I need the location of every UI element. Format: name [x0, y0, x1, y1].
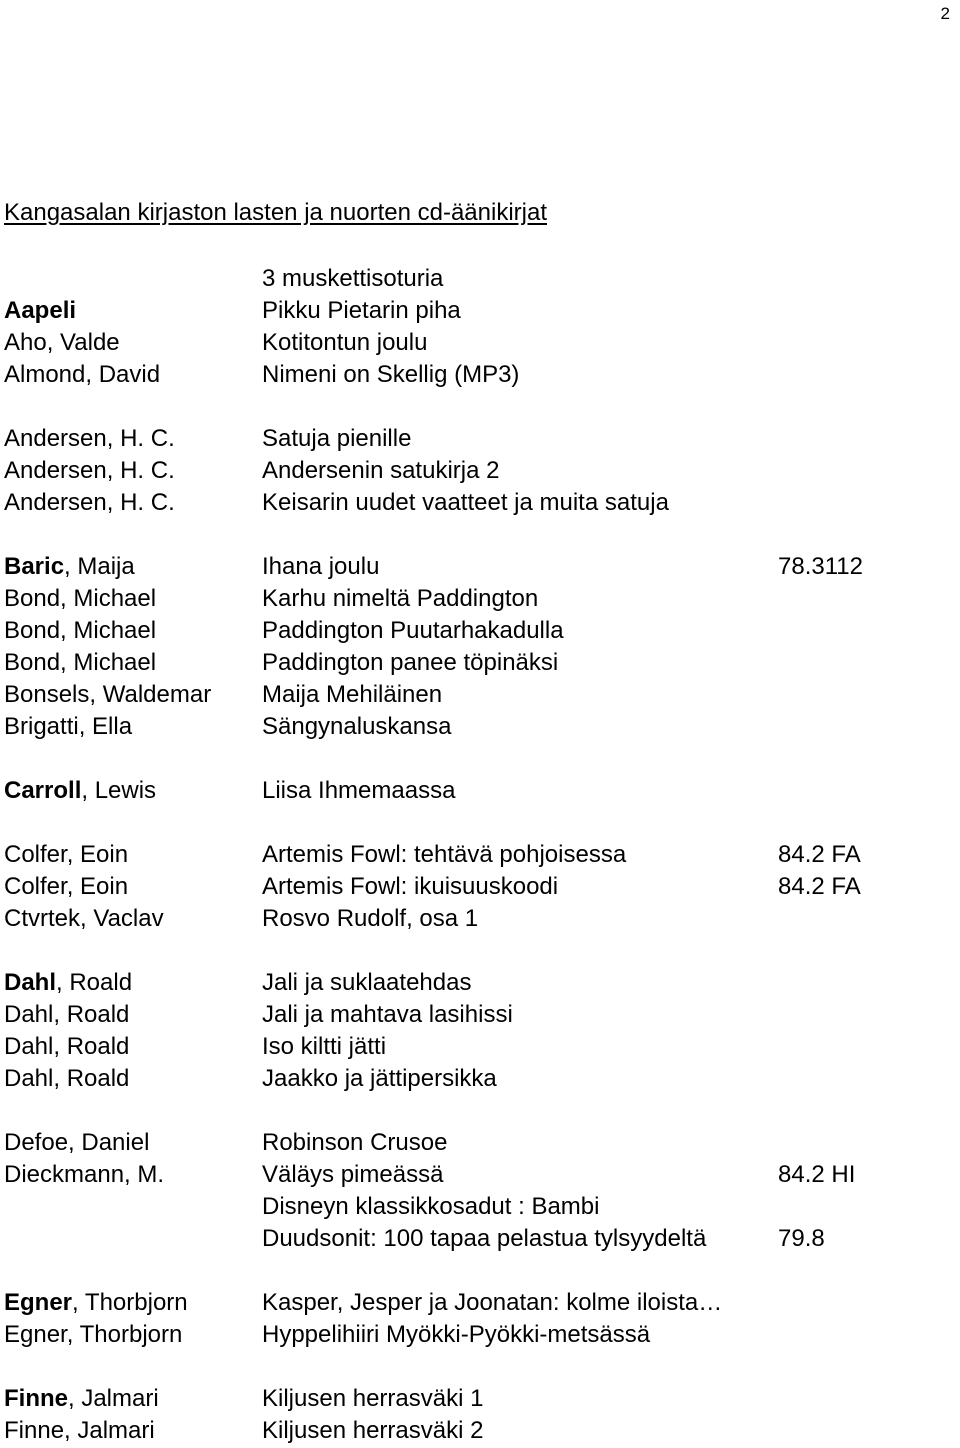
author-name-rest: , Lewis: [81, 777, 157, 804]
list-item: [4, 487, 954, 519]
author-name: [4, 1063, 129, 1095]
classification-code: 84.2 HI: [778, 1161, 856, 1188]
author-name-rest: Andersen, H. C.: [4, 425, 175, 452]
author-name-rest: Bonsels, Waldemar: [4, 681, 212, 708]
author-index-letter-bold: Egner: [4, 1289, 73, 1316]
author-index-letter-bold: Dahl: [4, 969, 57, 996]
list-item: [4, 295, 954, 327]
book-title: Sängynaluskansa: [262, 713, 452, 740]
author-name: [4, 1031, 129, 1063]
author-name: [4, 615, 156, 647]
author-name: [4, 711, 132, 743]
author-name: [4, 1415, 155, 1447]
author-name: [4, 1127, 149, 1159]
list-item: [4, 1063, 954, 1095]
author-name-rest: , Jalmari: [68, 1385, 159, 1412]
list-item: [4, 455, 954, 487]
list-item: [4, 1415, 954, 1447]
book-title: Liisa Ihmemaassa: [262, 777, 456, 804]
classification-code: 84.2 FA: [778, 841, 861, 868]
book-title: Jali ja suklaatehdas: [262, 969, 472, 996]
blank-row: [4, 519, 954, 551]
list-item: [4, 359, 954, 391]
author-name-rest: Bond, Michael: [4, 585, 157, 612]
author-name-rest: Andersen, H. C.: [4, 489, 175, 516]
book-title: Andersenin satukirja 2: [262, 457, 500, 484]
book-title: 3 muskettisoturia: [262, 265, 444, 292]
list-item: [4, 1159, 954, 1191]
list-item: [4, 1319, 954, 1351]
author-name: [4, 583, 156, 615]
book-title: Robinson Crusoe: [262, 1129, 448, 1156]
author-name: [4, 1287, 188, 1319]
author-name: [4, 455, 175, 487]
author-name-rest: Dahl, Roald: [4, 1033, 130, 1060]
list-item: [4, 263, 954, 295]
blank-row: [4, 1351, 954, 1383]
list-item: [4, 711, 954, 743]
author-name: [4, 967, 132, 999]
author-index-letter-bold: Carroll: [4, 777, 82, 804]
list-item: [4, 839, 954, 871]
author-name: [4, 1319, 182, 1351]
list-item: [4, 679, 954, 711]
blank-row: [4, 935, 954, 967]
list-item: [4, 583, 954, 615]
author-name: [4, 903, 164, 935]
author-name-rest: Almond, David: [4, 361, 161, 388]
author-name-rest: Dahl, Roald: [4, 1065, 130, 1092]
book-title: Paddington Puutarhakadulla: [262, 617, 564, 644]
book-title: Kotitontun joulu: [262, 329, 428, 356]
blank-row: [4, 1095, 954, 1127]
author-name-rest: , Maija: [64, 553, 135, 580]
book-title: Rosvo Rudolf, osa 1: [262, 905, 479, 932]
author-index-letter-bold: Aapeli: [4, 297, 77, 324]
author-name-rest: Colfer, Eoin: [4, 841, 129, 868]
book-title: Artemis Fowl: ikuisuuskoodi: [262, 873, 559, 900]
author-name: [4, 1159, 164, 1191]
author-name-rest: Dahl, Roald: [4, 1001, 130, 1028]
list-item: [4, 327, 954, 359]
author-name-rest: , Thorbjorn: [72, 1289, 188, 1316]
author-name-rest: Bond, Michael: [4, 649, 157, 676]
author-name: [4, 327, 120, 359]
author-name: [4, 359, 160, 391]
list-item: [4, 999, 954, 1031]
book-title: Iso kiltti jätti: [262, 1033, 387, 1060]
book-title: Disneyn klassikkosadut : Bambi: [262, 1193, 600, 1220]
author-name-rest: Aho, Valde: [4, 329, 120, 356]
list-item: [4, 1031, 954, 1063]
list-item: [4, 647, 954, 679]
list-item: [4, 423, 954, 455]
list-item: [4, 967, 954, 999]
author-name: [4, 839, 128, 871]
book-title: Pikku Pietarin piha: [262, 297, 461, 324]
audiobook-list: [4, 263, 954, 1447]
author-name-rest: , Roald: [56, 969, 133, 996]
author-name: [4, 999, 129, 1031]
author-name: [4, 423, 175, 455]
author-name: [4, 487, 175, 519]
book-title: Väläys pimeässä: [262, 1161, 444, 1188]
book-title: Duudsonit: 100 tapaa pelastua tylsyydeltä: [262, 1225, 707, 1252]
list-item: [4, 1223, 954, 1255]
list-item: [4, 1191, 954, 1223]
author-name-rest: Brigatti, Ella: [4, 713, 133, 740]
author-name-rest: Dieckmann, M.: [4, 1161, 165, 1188]
author-name: [4, 871, 128, 903]
author-name-rest: Colfer, Eoin: [4, 873, 129, 900]
blank-row: [4, 391, 954, 423]
book-title: Hyppelihiiri Myökki-Pyökki-metsässä: [262, 1321, 651, 1348]
blank-row: [4, 807, 954, 839]
list-item: [4, 871, 954, 903]
classification-code: 79.8: [778, 1225, 825, 1252]
author-name-rest: Ctvrtek, Vaclav: [4, 905, 164, 932]
book-title: Kasper, Jesper ja Joonatan: kolme iloista…: [262, 1289, 723, 1316]
book-title: Jali ja mahtava lasihissi: [262, 1001, 513, 1028]
list-item: [4, 1287, 954, 1319]
author-index-letter-bold: Finne: [4, 1385, 68, 1412]
book-title: Satuja pienille: [262, 425, 412, 452]
author-name: [4, 775, 156, 807]
author-name-rest: Egner, Thorbjorn: [4, 1321, 183, 1348]
list-item: [4, 551, 954, 583]
author-name: [4, 295, 76, 327]
book-title: Karhu nimeltä Paddington: [262, 585, 539, 612]
list-item: [4, 1383, 954, 1415]
blank-row: [4, 743, 954, 775]
author-name: [4, 679, 211, 711]
page-number: 2: [940, 4, 950, 23]
author-name: [4, 1383, 159, 1415]
author-name-rest: Bond, Michael: [4, 617, 157, 644]
author-name-rest: Finne, Jalmari: [4, 1417, 155, 1444]
author-index-letter-bold: Baric: [4, 553, 65, 580]
book-title: Nimeni on Skellig (MP3): [262, 361, 520, 388]
author-name-rest: Defoe, Daniel: [4, 1129, 150, 1156]
author-name: [4, 647, 156, 679]
book-title: Keisarin uudet vaatteet ja muita satuja: [262, 489, 669, 516]
book-title: Kiljusen herrasväki 1: [262, 1385, 484, 1412]
document-title: Kangasalan kirjaston lasten ja nuorten cd-äänikirjat: [4, 199, 547, 226]
book-title: Jaakko ja jättipersikka: [262, 1065, 497, 1092]
list-item: [4, 775, 954, 807]
blank-row: [4, 1255, 954, 1287]
book-title: Ihana joulu: [262, 553, 380, 580]
book-title: Maija Mehiläinen: [262, 681, 443, 708]
book-title: Paddington panee töpinäksi: [262, 649, 559, 676]
list-item: [4, 903, 954, 935]
author-name-rest: Andersen, H. C.: [4, 457, 175, 484]
classification-code: 84.2 FA: [778, 873, 861, 900]
author-name: [4, 551, 135, 583]
book-title: Kiljusen herrasväki 2: [262, 1417, 484, 1444]
book-title: Artemis Fowl: tehtävä pohjoisessa: [262, 841, 627, 868]
list-item: [4, 1127, 954, 1159]
classification-code: 78.3112: [778, 553, 863, 580]
list-item: [4, 615, 954, 647]
